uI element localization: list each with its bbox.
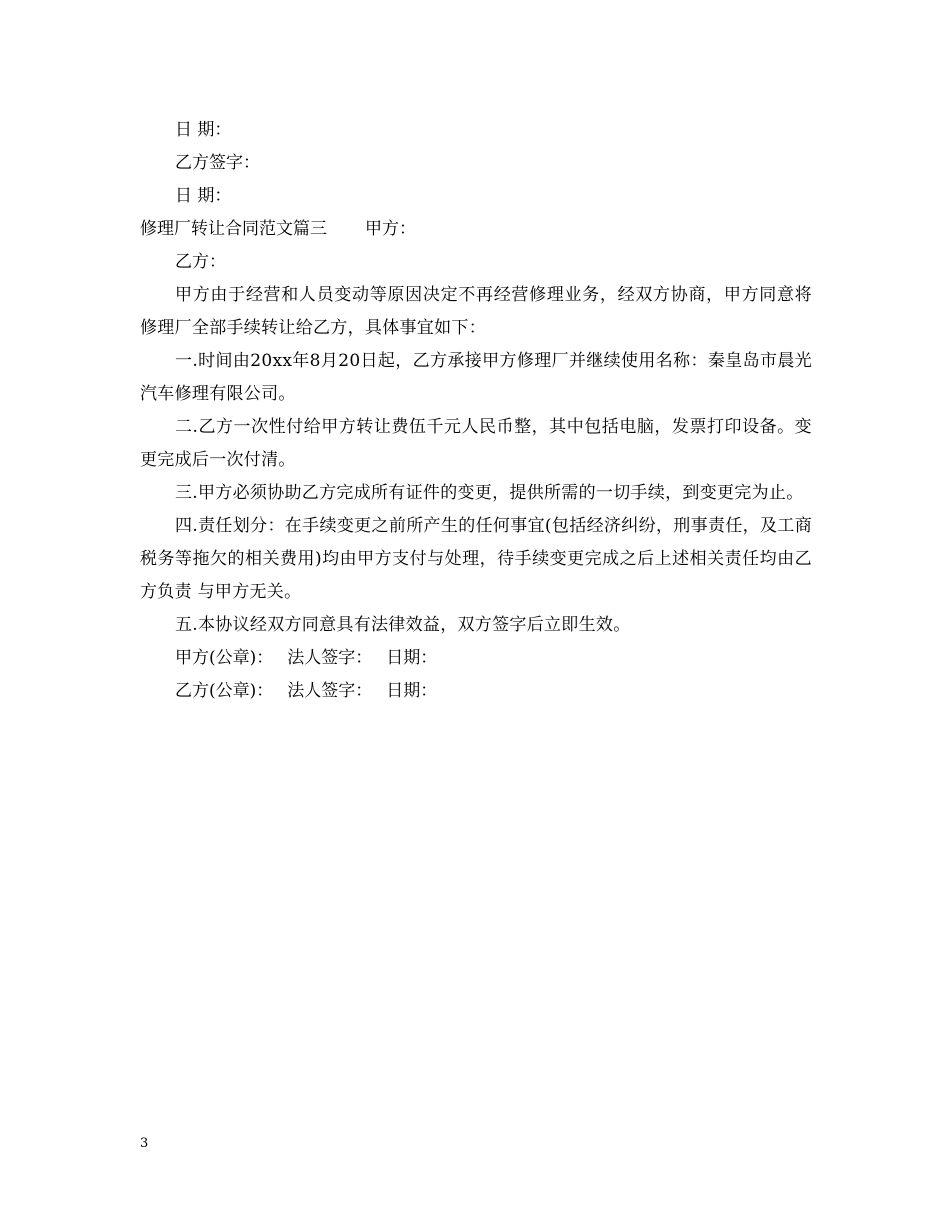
signature-date-label: 日期： xyxy=(386,681,438,701)
date-label: 日 期： xyxy=(175,120,232,140)
paragraph-intro: 甲方由于经营和人员变动等原因决定不再经营修理业务，经双方协商，甲方同意将修理厂全部手续转让给乙方，具体事宜如下： xyxy=(140,285,812,338)
party-a-label: 甲方： xyxy=(365,219,416,239)
section-title: 修理厂转让合同范文篇三 xyxy=(140,219,327,239)
party-b-label: 乙方： xyxy=(175,252,226,272)
paragraph-clause-2: 二.乙方一次性付给甲方转让费伍千元人民币整，其中包括电脑，发票打印设备。变更完成后一次付清。 xyxy=(140,417,812,470)
page-number: 3 xyxy=(140,1136,149,1151)
party-b-signature-label: 乙方签字： xyxy=(175,153,260,173)
legal-signature-label: 法人签字： xyxy=(287,648,373,668)
paragraph-clause-4: 四.责任划分：在手续变更之前所产生的任何事宜(包括经济纠纷，刑事责任，及工商税务等拖欠的相关费用)均由甲方支付与处理，待手续变更完成之后上述相关责任均由乙方负责 与甲方无关。 xyxy=(140,516,812,602)
party-seal-label: 乙方(公章)： xyxy=(175,681,274,701)
section-title-line xyxy=(140,213,812,246)
signature-date-label: 日期： xyxy=(386,648,438,668)
signature-row-party-b xyxy=(140,675,812,708)
document-body xyxy=(140,114,812,708)
party-seal-label: 甲方(公章)： xyxy=(175,648,274,668)
paragraph-clause-1: 一.时间由20xx年8月20日起，乙方承接甲方修理厂并继续使用名称：秦皇岛市晨光汽车修理有限公司。 xyxy=(140,351,812,404)
signature-row-party-a xyxy=(140,642,812,675)
date-label: 日 期： xyxy=(175,186,232,206)
paragraph-clause-3: 三.甲方必须协助乙方完成所有证件的变更，提供所需的一切手续，到变更完为止。 xyxy=(175,483,804,503)
legal-signature-label: 法人签字： xyxy=(287,681,373,701)
paragraph-clause-5: 五.本协议经双方同意具有法律效益，双方签字后立即生效。 xyxy=(175,615,631,635)
